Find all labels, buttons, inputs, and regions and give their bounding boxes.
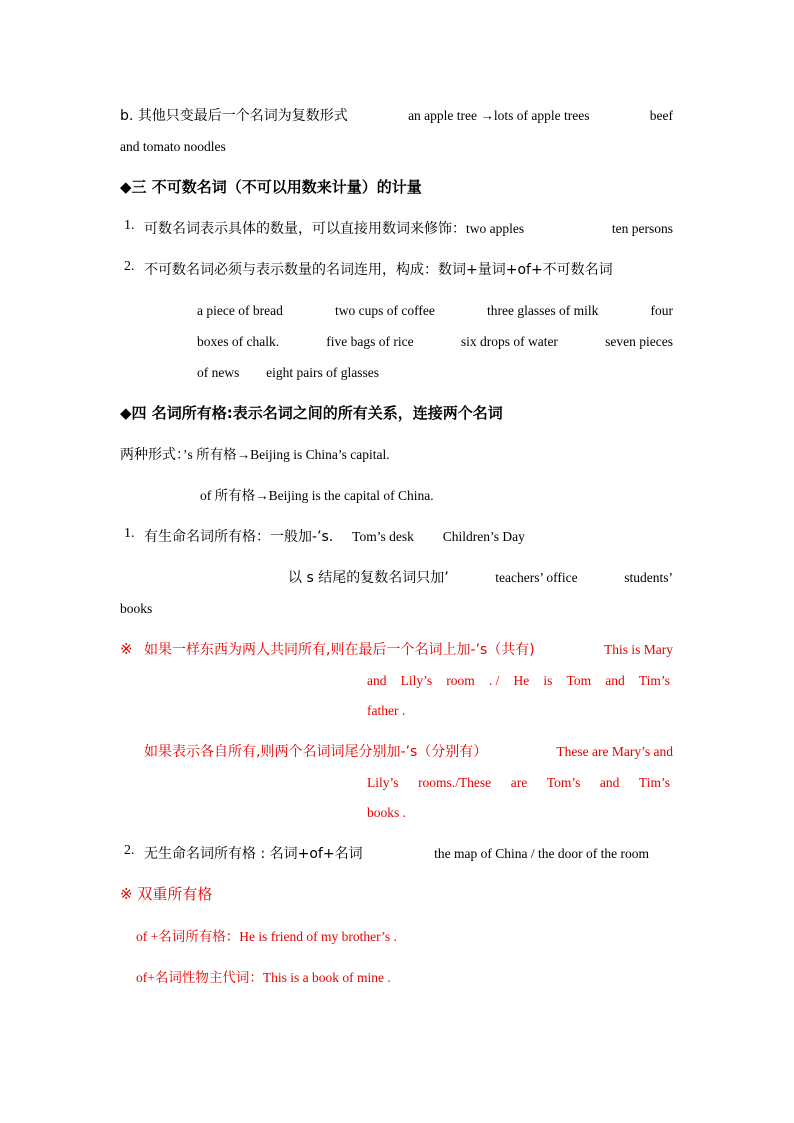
note-2: [144, 742, 673, 762]
poss-1-number: 1.: [124, 526, 135, 541]
poss-1-sub-text: 以 s 结尾的复数名词只加’: [288, 570, 449, 586]
word: and: [367, 673, 387, 688]
example-phrase: two cups of coffee: [334, 303, 435, 318]
example-phrase: six drops of water: [460, 334, 558, 349]
poss-2-example: the map of China / the door of the room: [434, 846, 649, 861]
line-b: [120, 106, 673, 126]
example-phrase: eight pairs of glasses: [266, 365, 379, 380]
item-1: [144, 219, 673, 239]
line-b-text: b. 其他只变最后一个名词为复数形式: [120, 108, 348, 124]
poss-1: [144, 527, 525, 547]
item-1-text: 可数名词表示具体的数量，可以直接用数词来修饰：: [144, 221, 466, 237]
item-2-number: 2.: [124, 259, 135, 274]
word: Lily’s: [400, 673, 433, 688]
example-phrase: four: [650, 303, 673, 318]
word: rooms./These: [418, 775, 492, 790]
double-heading: 双重所有格: [137, 885, 213, 903]
forms-1: ’s 所有格→Beijing is China’s capital.: [183, 447, 390, 462]
example-phrase: boxes of chalk.: [197, 334, 280, 349]
note-2-example-3: books .: [367, 805, 407, 820]
section-3-heading: ◆三 不可数名词（不可以用数来计量）的计量: [120, 178, 422, 196]
item-1-example-2: ten persons: [611, 221, 673, 236]
note-1-example-1: This is Mary: [604, 642, 673, 657]
note-1-mark: ※: [120, 640, 133, 658]
item-2-examples-row-2: [197, 332, 673, 352]
word: and: [599, 775, 620, 790]
note-1-text: 如果一样东西为两人共同所有,则在最后一个名词上加-’s（共有): [144, 642, 535, 658]
forms-label: 两种形式：: [120, 447, 183, 463]
word: . /: [488, 673, 500, 688]
word: are: [510, 775, 528, 790]
double-mark: ※: [120, 885, 133, 903]
poss-1-sub-example-3: books: [120, 601, 153, 616]
line-b-continued: and tomato noodles: [120, 139, 226, 154]
note-1-example-2: [367, 671, 670, 691]
double-a: of +名词所有格：He is friend of my brother’s .: [136, 929, 397, 944]
item-1-example-1: two apples: [466, 221, 525, 236]
line-b-example-2: beef: [649, 108, 673, 123]
note-2-example-1: These are Mary’s and: [556, 744, 673, 759]
forms-2: of 所有格→Beijing is the capital of China.: [200, 488, 434, 503]
poss-1-example-2: Children’s Day: [442, 529, 525, 544]
double-possessive: [120, 884, 212, 904]
word: Tom’s: [546, 775, 581, 790]
note-1: [144, 640, 673, 660]
word: is: [543, 673, 553, 688]
word: Tim’s: [638, 673, 670, 688]
line-b-example: an apple tree →lots of apple trees: [408, 108, 590, 123]
word: and: [605, 673, 625, 688]
note-2-example-2: [367, 773, 670, 793]
item-2-text: 不可数名词必须与表示数量的名词连用，构成：数词+量词+of+不可数名词: [144, 262, 613, 278]
note-2-text: 如果表示各自所有,则两个名词词尾分别加-’s（分别有）: [144, 744, 488, 760]
example-phrase: three glasses of milk: [486, 303, 599, 318]
poss-1-text: 有生命名词所有格：一般加-’s.: [144, 529, 334, 545]
word: room: [446, 673, 475, 688]
poss-1-example-1: Tom’s desk: [352, 529, 414, 544]
item-2-examples-row-3: [197, 363, 379, 383]
note-1-example-3: father .: [367, 703, 406, 718]
example-phrase: seven pieces: [605, 334, 673, 349]
word: He: [513, 673, 530, 688]
poss-1-sub-example-1: teachers’ office: [495, 570, 578, 585]
double-b: of+名词性物主代词：This is a book of mine .: [136, 970, 391, 985]
section-4-heading: ◆四 名词所有格:表示名词之间的所有关系，连接两个名词: [120, 404, 503, 422]
poss-2-number: 2.: [124, 843, 135, 858]
word: Lily’s: [367, 775, 399, 790]
poss-2-text: 无生命名词所有格 : 名词+of+名词: [144, 846, 363, 862]
word: Tim’s: [638, 775, 670, 790]
item-1-number: 1.: [124, 218, 135, 233]
poss-1-sub-example-2: students’: [624, 570, 673, 585]
item-2-examples-row-1: [197, 301, 673, 321]
poss-2: [144, 844, 649, 864]
word: Tom: [566, 673, 592, 688]
forms-line-1: [120, 445, 390, 465]
poss-1-sub: [288, 568, 673, 588]
example-phrase: of news: [197, 365, 240, 380]
example-phrase: a piece of bread: [197, 303, 283, 318]
example-phrase: five bags of rice: [326, 334, 414, 349]
